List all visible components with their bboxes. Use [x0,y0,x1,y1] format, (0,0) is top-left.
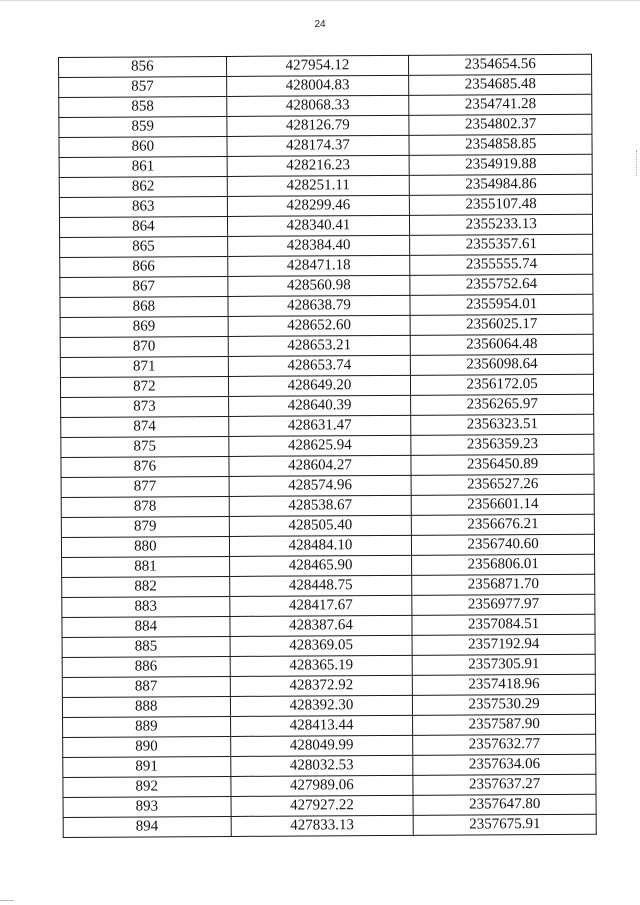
y-coordinate-cell: 2356676.21 [412,514,595,535]
point-number-cell: 861 [59,156,227,177]
x-coordinate-cell: 428369.05 [230,635,413,656]
x-coordinate-cell: 428049.99 [230,735,413,756]
y-coordinate-cell: 2356359.23 [411,434,594,455]
x-coordinate-cell: 428574.96 [229,475,412,496]
point-number-cell: 887 [62,676,230,697]
table-row [62,554,595,577]
table-row [61,434,594,457]
point-number-cell: 891 [63,756,231,777]
point-number-cell: 868 [60,296,228,317]
point-number-cell: 894 [63,816,231,837]
table-row [63,714,596,737]
x-coordinate-cell: 428625.94 [228,435,411,456]
x-coordinate-cell: 427954.12 [226,55,409,76]
x-coordinate-cell: 427927.22 [231,795,414,816]
y-coordinate-cell: 2357647.80 [413,794,596,815]
table-row [60,254,593,277]
x-coordinate-cell: 428004.83 [226,75,409,96]
scan-bottom-mark [0,900,14,901]
x-coordinate-cell: 428652.60 [228,315,411,336]
point-number-cell: 884 [62,616,230,637]
y-coordinate-cell: 2356871.70 [412,574,595,595]
table-row [60,374,593,397]
table-row [59,194,592,217]
point-number-cell: 877 [61,476,229,497]
y-coordinate-cell: 2356172.05 [411,374,594,395]
x-coordinate-cell: 428174.37 [227,135,410,156]
y-coordinate-cell: 2357084.51 [412,614,595,635]
x-coordinate-cell: 428413.44 [230,715,413,736]
table-row [59,134,592,157]
point-number-cell: 888 [62,696,230,717]
table-row [60,274,593,297]
y-coordinate-cell: 2356806.01 [412,554,595,575]
y-coordinate-cell: 2356527.26 [411,474,594,495]
point-number-cell: 858 [59,96,227,117]
x-coordinate-cell: 428340.41 [227,215,410,236]
y-coordinate-cell: 2357587.90 [413,714,596,735]
y-coordinate-cell: 2356450.89 [411,454,594,475]
x-coordinate-cell: 428560.98 [227,275,410,296]
point-number-cell: 857 [59,76,227,97]
point-number-cell: 882 [62,576,230,597]
table-row [61,534,594,557]
y-coordinate-cell: 2357634.06 [413,754,596,775]
table-row [61,474,594,497]
y-coordinate-cell: 2357637.27 [413,774,596,795]
point-number-cell: 892 [63,776,231,797]
point-number-cell: 890 [63,736,231,757]
x-coordinate-cell: 428126.79 [226,115,409,136]
y-coordinate-cell: 2356265.97 [411,394,594,415]
x-coordinate-cell: 428471.18 [227,255,410,276]
table-row [63,794,596,817]
x-coordinate-cell: 428604.27 [229,455,412,476]
x-coordinate-cell: 428465.90 [229,555,412,576]
point-number-cell: 874 [61,416,229,437]
coordinate-table [58,54,597,838]
x-coordinate-cell: 428649.20 [228,375,411,396]
x-coordinate-cell: 428653.74 [228,355,411,376]
point-number-cell: 870 [60,336,228,357]
y-coordinate-cell: 2354919.88 [409,154,592,175]
point-number-cell: 872 [60,376,228,397]
table-row [61,454,594,477]
table-row [60,334,593,357]
point-number-cell: 862 [59,176,227,197]
y-coordinate-cell: 2355107.48 [410,194,593,215]
point-number-cell: 885 [62,636,230,657]
point-number-cell: 889 [63,716,231,737]
point-number-cell: 871 [60,356,228,377]
table-row [62,694,595,717]
point-number-cell: 878 [61,496,229,517]
y-coordinate-cell: 2356323.51 [411,414,594,435]
point-number-cell: 866 [60,256,228,277]
table-row [60,354,593,377]
y-coordinate-cell: 2357530.29 [413,694,596,715]
y-coordinate-cell: 2354685.48 [409,74,592,95]
x-coordinate-cell: 428299.46 [227,195,410,216]
x-coordinate-cell: 428640.39 [228,395,411,416]
point-number-cell: 859 [59,116,227,137]
x-coordinate-cell: 428365.19 [230,655,413,676]
y-coordinate-cell: 2355752.64 [410,274,593,295]
top-rule [0,0,640,1]
table-row [59,114,592,137]
y-coordinate-cell: 2355233.13 [410,214,593,235]
point-number-cell: 875 [61,436,229,457]
table-row [62,654,595,677]
x-coordinate-cell: 428387.64 [230,615,413,636]
y-coordinate-cell: 2356601.14 [411,494,594,515]
table-row [62,594,595,617]
table-row [63,734,596,757]
y-coordinate-cell: 2356098.64 [411,354,594,375]
point-number-cell: 893 [63,796,231,817]
table-row [61,514,594,537]
x-coordinate-cell: 427833.13 [231,815,414,836]
y-coordinate-cell: 2354984.86 [410,174,593,195]
y-coordinate-cell: 2357418.96 [413,674,596,695]
table-row [59,174,592,197]
y-coordinate-cell: 2357305.91 [412,654,595,675]
point-number-cell: 876 [61,456,229,477]
point-number-cell: 879 [61,516,229,537]
y-coordinate-cell: 2354858.85 [409,134,592,155]
table-row [59,54,592,77]
coordinate-table-body [59,54,597,837]
x-coordinate-cell: 427989.06 [231,775,414,796]
point-number-cell: 881 [62,556,230,577]
y-coordinate-cell: 2354654.56 [409,54,592,75]
table-row [60,234,593,257]
y-coordinate-cell: 2356740.60 [412,534,595,555]
point-number-cell: 873 [61,396,229,417]
x-coordinate-cell: 428505.40 [229,515,412,536]
y-coordinate-cell: 2356977.97 [412,594,595,615]
table-row [62,574,595,597]
x-coordinate-cell: 428384.40 [227,235,410,256]
y-coordinate-cell: 2355357.61 [410,234,593,255]
y-coordinate-cell: 2354741.28 [409,94,592,115]
table-row [59,154,592,177]
x-coordinate-cell: 428372.92 [230,675,413,696]
x-coordinate-cell: 428484.10 [229,535,412,556]
y-coordinate-cell: 2355954.01 [410,294,593,315]
point-number-cell: 864 [59,216,227,237]
point-number-cell: 856 [59,56,227,77]
point-number-cell: 860 [59,136,227,157]
table-row [62,634,595,657]
table-row [63,774,596,797]
table-row [63,814,596,837]
point-number-cell: 880 [61,536,229,557]
x-coordinate-cell: 428538.67 [229,495,412,516]
x-coordinate-cell: 428032.53 [230,755,413,776]
point-number-cell: 865 [60,236,228,257]
table-row [60,314,593,337]
x-coordinate-cell: 428417.67 [229,595,412,616]
x-coordinate-cell: 428216.23 [227,155,410,176]
scan-margin-mark [635,150,637,176]
y-coordinate-cell: 2357675.91 [413,814,596,835]
table-row [60,294,593,317]
table-row [59,214,592,237]
point-number-cell: 883 [62,596,230,617]
table-row [62,674,595,697]
x-coordinate-cell: 428068.33 [226,95,409,116]
table-row [62,614,595,637]
x-coordinate-cell: 428392.30 [230,695,413,716]
page-number: 24 [314,19,326,30]
table-row [61,414,594,437]
x-coordinate-cell: 428448.75 [229,575,412,596]
point-number-cell: 869 [60,316,228,337]
table-row [63,754,596,777]
x-coordinate-cell: 428631.47 [228,415,411,436]
table-row [59,74,592,97]
y-coordinate-cell: 2357192.94 [412,634,595,655]
y-coordinate-cell: 2354802.37 [409,114,592,135]
y-coordinate-cell: 2356025.17 [410,314,593,335]
y-coordinate-cell: 2355555.74 [410,254,593,275]
y-coordinate-cell: 2356064.48 [411,334,594,355]
table-row [59,94,592,117]
point-number-cell: 863 [59,196,227,217]
x-coordinate-cell: 428638.79 [228,295,411,316]
y-coordinate-cell: 2357632.77 [413,734,596,755]
table-row [61,394,594,417]
x-coordinate-cell: 428251.11 [227,175,410,196]
x-coordinate-cell: 428653.21 [228,335,411,356]
table-row [61,494,594,517]
point-number-cell: 886 [62,656,230,677]
point-number-cell: 867 [60,276,228,297]
